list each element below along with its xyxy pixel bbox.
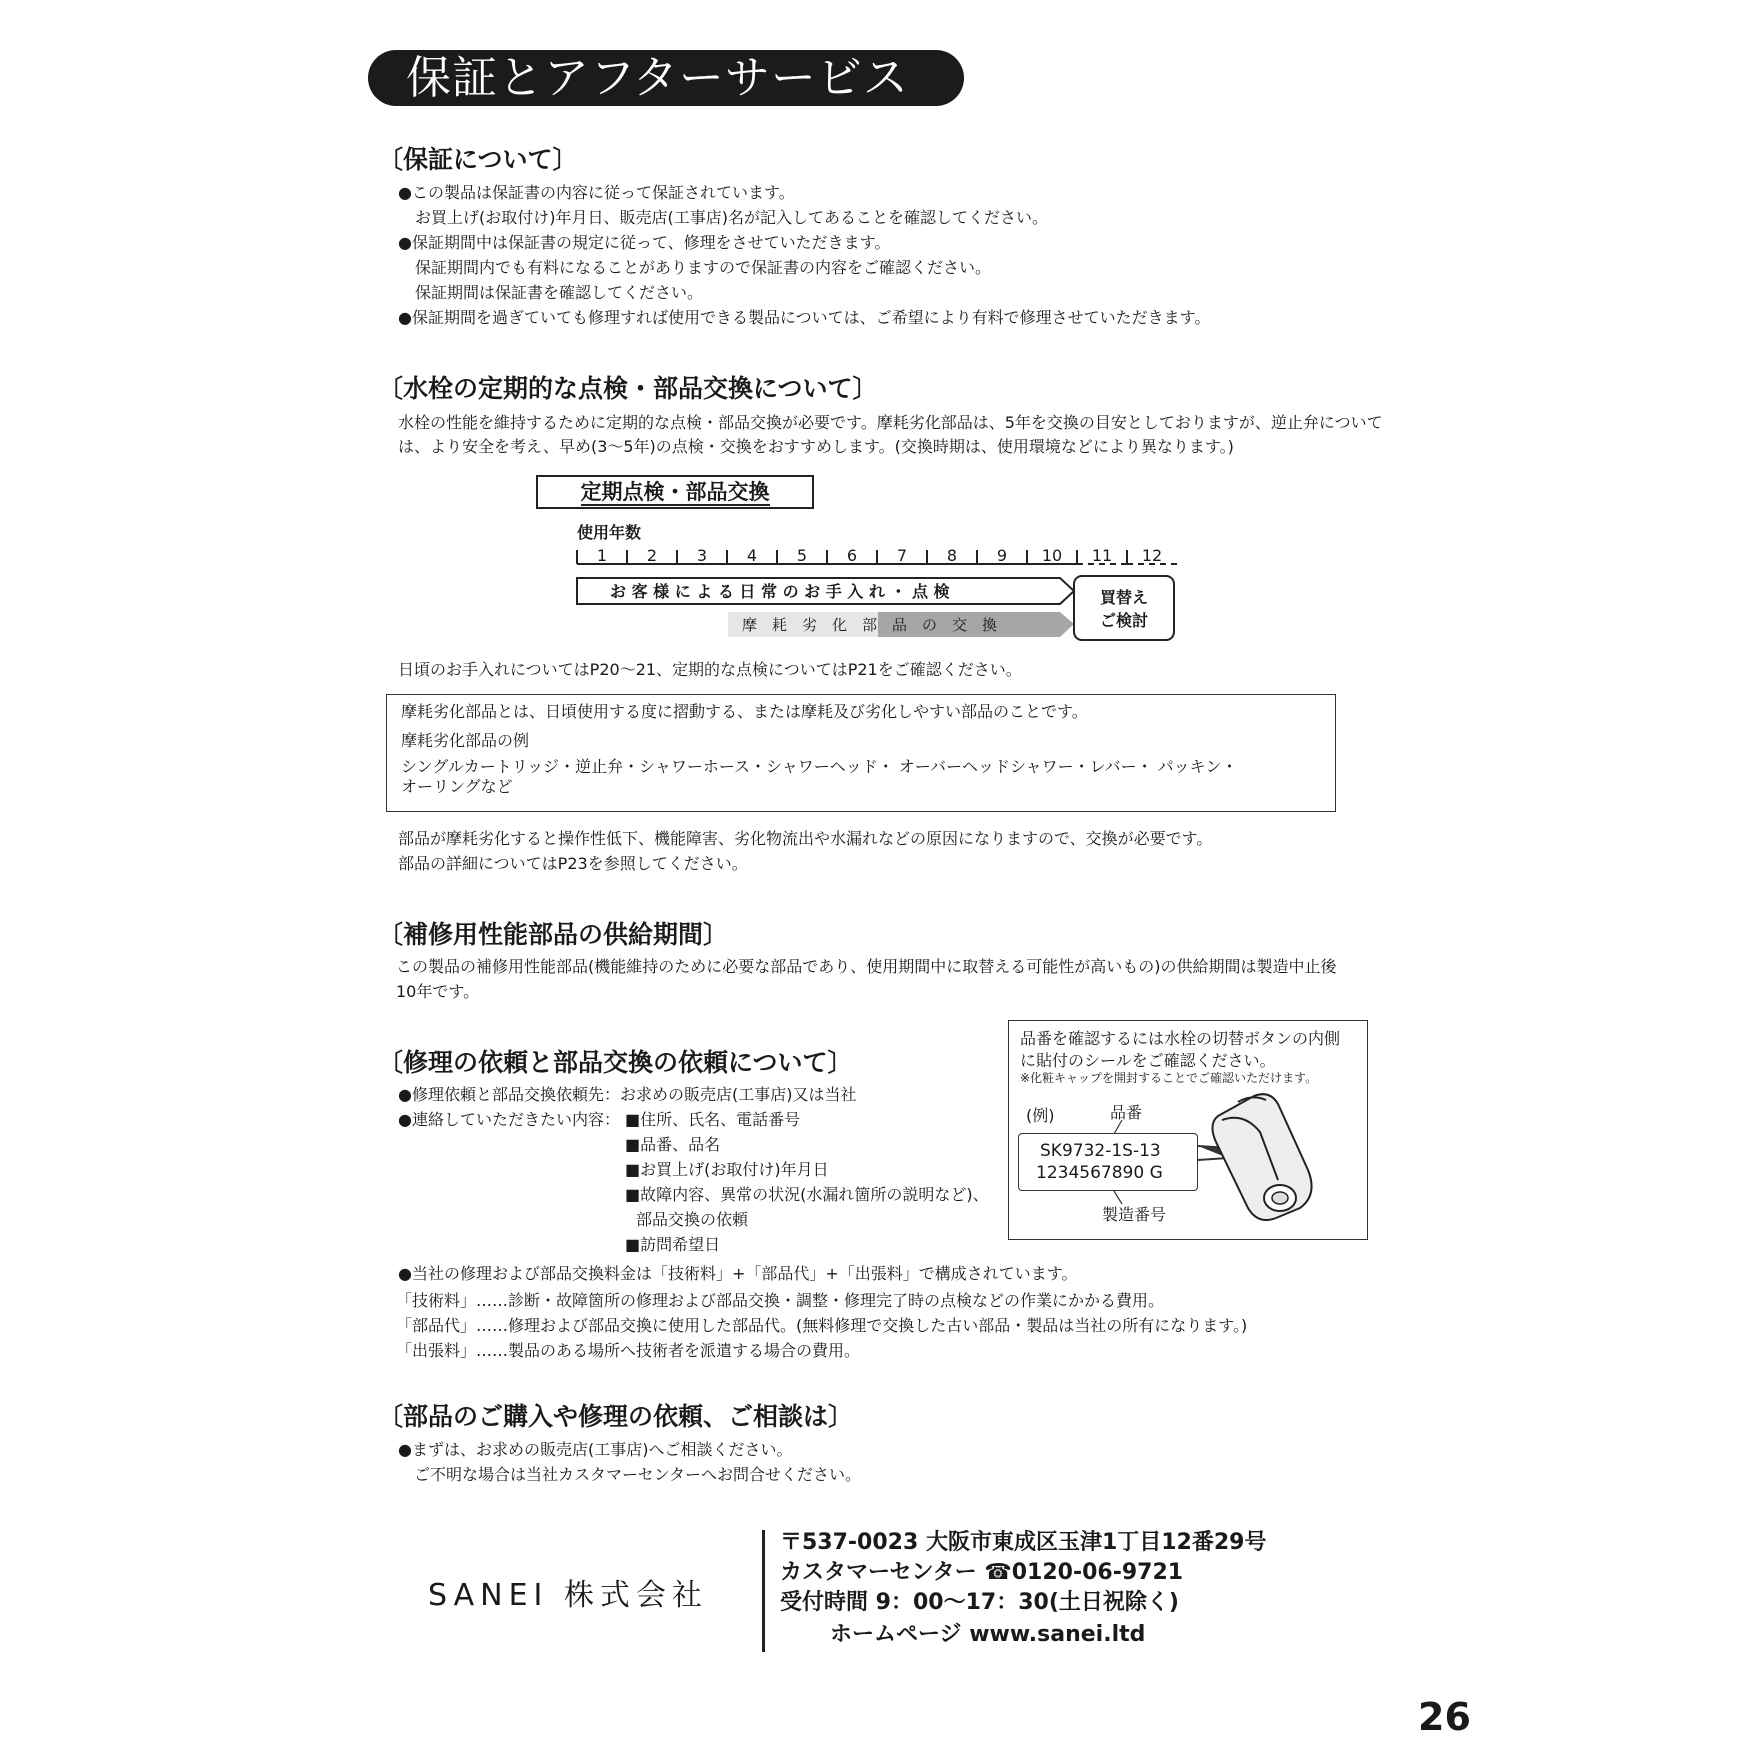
maintenance-timeline [570,516,1190,646]
supply-heading: 〔補修用性能部品の供給期間〕 [378,920,729,949]
buy-new-label-2: ご検討 [1100,611,1149,630]
year-label: 9 [996,546,1008,565]
warranty-heading: 〔保証について〕 [378,145,578,174]
warranty-line: ●この製品は保証書の内容に従って保証されています。 [398,183,795,202]
serial-number: 1234567890 G [1036,1163,1163,1183]
wear-parts-line: 摩耗劣化部品とは、日頃使用する度に摺動する、または摩耗及び劣化しやすい部品のことです。 [401,702,1088,721]
customer-center: カスタマーセンター ☎0120-06-9721 [780,1560,1184,1585]
repair-item: 部品交換の依頼 [636,1210,749,1229]
wear-parts-line: 摩耗劣化部品の例 [401,731,530,750]
inspection-heading: 〔水栓の定期的な点検・部品交換について〕 [378,374,878,403]
year-label: 6 [846,546,858,565]
example-label: (例) [1026,1106,1055,1125]
buy-new-label-1: 買替え [1100,588,1149,607]
homepage-link[interactable]: ホームページ www.sanei.ltd [830,1622,1146,1647]
year-label: 12 [1141,546,1163,565]
consult-line: ご不明な場合は当社カスタマーセンターへお問合せください。 [414,1465,862,1484]
wear-note: 部品の詳細についてはP23を参照してください。 [398,854,748,873]
repair-request-to: ●修理依頼と部品交換依頼先：お求めの販売店(工事店)又は当社 [398,1085,857,1104]
page-title: 保証とアフターサービス [368,50,964,106]
years-label: 使用年数 [577,523,642,542]
year-label: 3 [696,546,708,565]
supply-line: この製品の補修用性能部品(機能維持のために必要な部品であり、使用期間中に取替える可能性が高いもの)の供給期間は製造中止後 [396,957,1337,976]
inspection-line: 水栓の性能を維持するために定期的な点検・部品交換が必要です。摩耗劣化部品は、5年を交換の目安としておりますが、逆止弁について [398,413,1383,432]
fee-line: 「部品代」……修理および部品交換に使用した部品代。(無料修理で交換した古い部品・製品は当社の所有になります。) [396,1316,1248,1335]
lookup-line: に貼付のシールをご確認ください。 [1020,1051,1276,1070]
supply-line: 10年です。 [396,982,480,1001]
repair-item: ■品番、品名 [625,1135,721,1154]
page-number: 26 [1418,1695,1471,1739]
divider [762,1530,765,1652]
lookup-note: ※化粧キャップを開封することでご確認いただけます。 [1020,1071,1318,1085]
year-axis [577,546,1177,565]
wear-note: 部品が摩耗劣化すると操作性低下、機能障害、劣化物流出や水漏れなどの原因になりますので、交換が必要です。 [398,829,1213,848]
year-label: 5 [796,546,808,565]
repair-heading: 〔修理の依頼と部品交換の依頼について〕 [378,1048,853,1077]
part-number: SK9732-1S-13 [1040,1141,1161,1161]
warranty-line: 保証期間は保証書を確認してください。 [415,283,704,302]
warranty-line: お買上げ(お取付け)年月日、販売店(工事店)名が記入してあることを確認してください。 [415,208,1048,227]
warranty-line: 保証期間内でも有料になることがありますので保証書の内容をご確認ください。 [415,258,992,277]
company-name: SANEI 株式会社 [428,1578,708,1613]
year-label: 4 [746,546,758,565]
year-label: 11 [1091,546,1113,565]
replace-parts-label: 摩 耗 劣 化 部 品 の 交 換 [742,616,998,634]
part-number-label: 品番 [1110,1103,1143,1122]
lookup-line: 品番を確認するには水栓の切替ボタンの内側 [1020,1029,1341,1048]
fee-intro: ●当社の修理および部品交換料金は「技術料」+「部品代」+「出張料」で構成されています。 [398,1264,1078,1283]
care-reference: 日頃のお手入れについてはP20〜21、定期的な点検についてはP21をご確認ください。 [398,660,1022,679]
year-label: 8 [946,546,958,565]
consult-line: ●まずは、お求めの販売店(工事店)へご相談ください。 [398,1440,793,1459]
repair-item: ■故障内容、異常の状況(水漏れ箇所の説明など)、 [625,1185,989,1204]
repair-contact-label: ●連絡していただきたい内容： [398,1110,620,1129]
serial-number-label: 製造番号 [1102,1205,1167,1224]
inspection-line: は、より安全を考え、早め(3〜5年)の点検・交換をおすすめします。(交換時期は、使用環境などにより異なります。) [398,437,1234,456]
year-label: 7 [896,546,908,565]
company-address: 〒537-0023 大阪市東成区玉津1丁目12番29号 [780,1530,1267,1555]
schedule-title: 定期点検・部品交換 [536,475,814,509]
consult-heading: 〔部品のご購入や修理の依頼、ご相談は〕 [378,1402,854,1431]
repair-item: ■お買上げ(お取付け)年月日 [625,1160,829,1179]
year-label: 1 [596,546,608,565]
buy-new-box [1074,576,1174,640]
year-label: 10 [1041,546,1063,565]
wear-parts-line: オーリングなど [401,777,513,796]
warranty-line: ●保証期間中は保証書の規定に従って、修理をさせていただきます。 [398,233,891,252]
business-hours: 受付時間 9：00〜17：30(土日祝除く) [780,1590,1179,1615]
repair-item: ■訪問希望日 [625,1235,721,1254]
wear-parts-line: シングルカートリッジ・逆止弁・シャワーホース・シャワーヘッド・ オーバーヘッドシャワー・レバー・ パッキン・ [401,757,1238,776]
repair-item: ■住所、氏名、電話番号 [625,1110,801,1129]
daily-care-label: お 客 様 に よ る 日 常 の お 手 入 れ ・ 点 検 [610,582,950,601]
warranty-line: ●保証期間を過ぎていても修理すれば使用できる製品については、ご希望により有料で修理させていただきます。 [398,308,1211,327]
fee-line: 「技術料」……診断・故障箇所の修理および部品交換・調整・修理完了時の点検などの作業にかかる費用。 [396,1291,1165,1310]
faucet-button-illustration [1008,1020,1368,1240]
year-label: 2 [646,546,658,565]
fee-line: 「出張料」……製品のある場所へ技術者を派遣する場合の費用。 [396,1341,861,1360]
